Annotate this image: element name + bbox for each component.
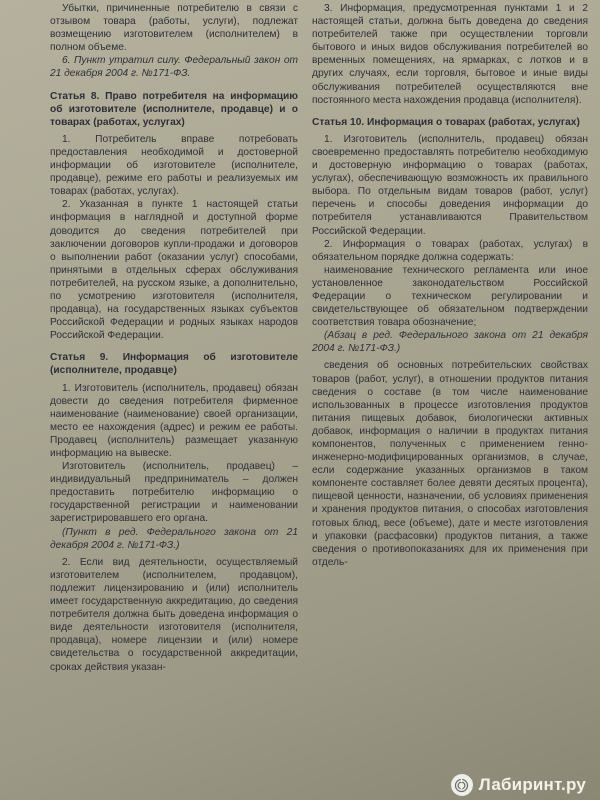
article-8-title: Статья 8. Право потребителя на информацию об изготовителе (исполнителе, продавце) и о товарах (работах, услугах) bbox=[50, 90, 298, 128]
article-9-amendment-note: (Пункт в ред. Федерального закона от 21 декабря 2004 г. №171-ФЗ.) bbox=[50, 526, 298, 551]
article-10-amendment-note: (Абзац в ред. Федерального закона от 21 декабря 2004 г. №171-ФЗ.) bbox=[312, 330, 588, 355]
article-9-title: Статья 9. Информация об изготовителе (исполнителе, продавце) bbox=[50, 352, 298, 377]
article-10-item-properties: сведения об основных потребительских свойствах товаров (работ, услуг), в отношении продуктов питания сведения о составе (в том числе наименование использованных в процессе изготовления продуктов питания пищевых добавок, биологически активных добавок, информация о наличии в продуктах питания компонентов, полученных с применением генно-инженерно-модифицированных организмов, в случае, если содержание указанных организмов в таком компоненте составляет более девяти десятых процента), пищевой ценности, назначении, об условиях применения и хранения продуктов питания, о способах изготовления готовых блюд, весе (объеме), дате и месте изготовления и упаковки (расфасовки) продуктов питания, а также сведения о противопоказаниях для их применения при отдель- bbox=[312, 360, 588, 568]
article-10-point-1: 1. Изготовитель (исполнитель, продавец) обязан своевременно предоставлять потребителю необходимую и достоверную информацию о товарах (работах, услугах), обеспечивающую возможность их правильного выбора. По отдельным видам товаров (работ, услуг) перечень и способы доведения информации до потребителя устанавливаются Правительством Российской Федерации. bbox=[312, 133, 588, 237]
point-6-repealed: 6. Пункт утратил силу. Федеральный закон от 21 декабря 2004 г. №171-ФЗ. bbox=[50, 55, 298, 80]
article-10-item-regulation: наименование технического регламента или иное установленное законодательством Российской Федерации о техническом регулировании и свидетельствующее об обязательном подтверждении соответствия товара обозначение; bbox=[312, 264, 588, 329]
labyrinth-logo-icon bbox=[451, 774, 473, 796]
article-9-point-1-continued: Изготовитель (исполнитель, продавец) – индивидуальный предприниматель – должен предоставить потребителю информацию о государственной регистрации и наименовании зарегистрировавшего его органа. bbox=[50, 461, 298, 525]
article-9-point-2: 2. Если вид деятельности, осуществляемый изготовителем (исполнителем, продавцом), подлежит лицензированию и (или) исполнитель имеет государственную аккредитацию, до сведения потребителя должна быть доведена информация о виде деятельности изготовителя (исполнителя, продавца), номере лицензии и (или) номере свидетельства о государственной аккредитации, сроках действия указан- bbox=[50, 556, 298, 673]
article-10-title: Статья 10. Информация о товарах (работах, услугах) bbox=[312, 116, 580, 128]
article-8-point-2: 2. Указанная в пункте 1 настоящей статьи информация в наглядной и доступной форме доводится до сведения потребителей при заключении договоров купли-продажи и договоров о выполнении работ (оказании услуг) способами, принятыми в отдельных сферах обслуживания потребителей, на русском языке, а дополнительно, по усмотрению изготовителя (исполнителя, продавца), на государственных языках субъектов Российской Федерации и родных языках народов Российской Федерации. bbox=[50, 199, 298, 342]
article-10-point-2: 2. Информация о товарах (работах, услугах) в обязательном порядке должна содержать: bbox=[312, 238, 588, 263]
watermark-text: Лабиринт.ру bbox=[478, 775, 586, 794]
article-9-point-1: 1. Изготовитель (исполнитель, продавец) обязан довести до сведения потребителя фирменное наименование (наименование) своей организации, место ее нахождения (адрес) и режим ее работы. Продавец (исполнитель) размещает указанную информацию на вывеске. bbox=[50, 382, 298, 459]
right-column bbox=[312, 0, 588, 569]
labirint-watermark bbox=[451, 774, 586, 796]
intro-paragraph: Убытки, причиненные потребителю в связи с отзывом товара (работы, услуги), подлежат возмещению изготовителем (исполнителем) в полном объеме. bbox=[50, 3, 298, 54]
article-8-point-1: 1. Потребитель вправе потребовать предоставления необходимой и достоверной информации об изготовителе (исполнителе, продавце), режиме его работы и реализуемых им товарах (работах, услугах). bbox=[50, 133, 298, 198]
left-column bbox=[50, 0, 298, 674]
article-9-point-3: 3. Информация, предусмотренная пунктами 1 и 2 настоящей статьи, должна быть доведена до сведения потребителей также при осуществлении торговли бытового и иных видов обслуживания потребителей во временных помещениях, на ярмарках, с лотков и в других случаях, если торговля, бытовое и иные виды обслуживания потребителей осуществляются вне постоянного места нахождения продавца (исполнителя). bbox=[312, 3, 588, 106]
